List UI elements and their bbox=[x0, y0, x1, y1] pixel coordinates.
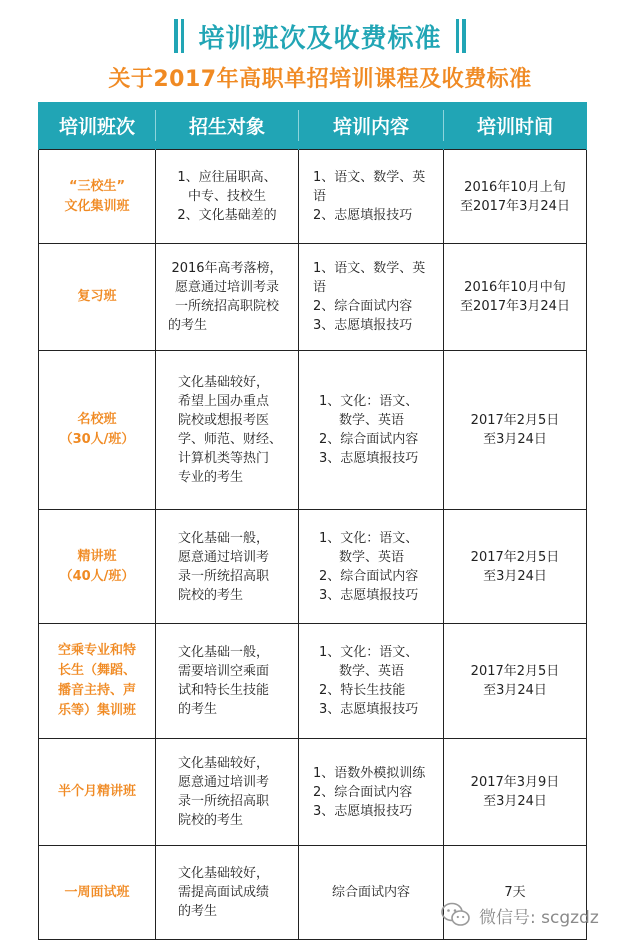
target-line: 2016年高考落榜， bbox=[171, 261, 283, 276]
target-line: 文化基础一般， bbox=[178, 645, 270, 660]
content-cell bbox=[299, 244, 444, 351]
wechat-watermark bbox=[441, 900, 599, 930]
wechat-icon bbox=[441, 902, 471, 928]
title-block bbox=[0, 12, 640, 60]
watermark-text: 微信号: scgzdz bbox=[479, 907, 599, 928]
target-line: 文化基础较好， bbox=[178, 756, 270, 771]
content-cell bbox=[299, 150, 444, 244]
content-line: 2、综合面试内容 bbox=[313, 299, 413, 314]
class-name-line: 半个月精讲班 bbox=[57, 784, 136, 799]
content-line: 2、综合面试内容 bbox=[319, 568, 419, 584]
content-line: 3、志愿填报技巧 bbox=[313, 803, 413, 819]
target-line: 的考生 bbox=[178, 702, 218, 717]
title-left-bar-inner bbox=[181, 19, 184, 53]
content-cell bbox=[299, 351, 444, 510]
time-line: 2016年10月上旬 bbox=[464, 179, 566, 195]
target-line: 专业的考生 bbox=[178, 470, 244, 485]
target-line: 试和特长生技能 bbox=[178, 683, 270, 698]
target-line: 的考生 bbox=[178, 904, 218, 919]
class-name-cell bbox=[39, 150, 156, 244]
class-name-line: “三校生” bbox=[68, 178, 126, 194]
header-label: 培训班次 bbox=[58, 116, 135, 138]
class-name-line: （30人/班） bbox=[59, 432, 135, 447]
content-cell bbox=[299, 624, 444, 739]
content-cell bbox=[299, 510, 444, 624]
table-row bbox=[39, 244, 587, 351]
time-cell bbox=[444, 351, 587, 510]
target-line: 院校的考生 bbox=[178, 813, 244, 828]
header-target bbox=[156, 102, 299, 150]
time-line: 至3月24日 bbox=[483, 568, 547, 584]
class-name-cell bbox=[39, 351, 156, 510]
header-content bbox=[299, 102, 444, 150]
target-line: 1、应往届职高、 bbox=[177, 170, 277, 185]
time-line: 至2017年3月24日 bbox=[460, 299, 570, 314]
target-line: 院校或想报考医 bbox=[178, 413, 270, 428]
target-line: 计算机类等热门 bbox=[178, 451, 270, 466]
table-row bbox=[39, 510, 587, 624]
title-right-bar-outer bbox=[462, 19, 466, 53]
target-line: 的考生 bbox=[168, 318, 208, 333]
target-line: 文化基础较好， bbox=[178, 375, 270, 390]
content-line: 1、文化：语文、 bbox=[319, 530, 419, 546]
content-cell bbox=[299, 846, 444, 940]
time-line: 2017年2月5日 bbox=[470, 549, 560, 565]
title-left-bar-outer bbox=[174, 19, 178, 53]
content-line: 2、综合面试内容 bbox=[319, 432, 419, 447]
target-line: 中专、技校生 bbox=[187, 189, 266, 204]
time-line: 至3月24日 bbox=[483, 432, 547, 447]
time-line: 7天 bbox=[504, 885, 526, 900]
content-line: 3、志愿填报技巧 bbox=[319, 451, 419, 466]
table-row bbox=[39, 739, 587, 846]
content-line: 2、志愿填报技巧 bbox=[313, 208, 413, 223]
class-name-cell bbox=[39, 739, 156, 846]
table-header-row bbox=[39, 102, 587, 150]
class-name-line: 一周面试班 bbox=[64, 884, 130, 900]
time-line: 至2017年3月24日 bbox=[460, 198, 570, 214]
target-line: 愿意通过培训考 bbox=[178, 775, 270, 790]
time-cell bbox=[444, 624, 587, 739]
time-line: 2017年2月5日 bbox=[470, 664, 560, 679]
time-line: 至3月24日 bbox=[483, 683, 547, 698]
header-label: 培训时间 bbox=[476, 116, 553, 138]
header-time bbox=[444, 102, 587, 150]
target-line: 一所统招高职院校 bbox=[174, 299, 279, 314]
time-line: 2016年10月中旬 bbox=[464, 280, 566, 295]
target-cell bbox=[156, 244, 299, 351]
class-name-cell bbox=[39, 510, 156, 624]
target-line: 录一所统招高职 bbox=[178, 568, 270, 584]
page-title: 培训班次及收费标准 bbox=[198, 23, 442, 54]
content-line: 2、特长生技能 bbox=[319, 683, 406, 698]
target-cell bbox=[156, 150, 299, 244]
class-name-line: 空乘专业和特 bbox=[57, 643, 136, 658]
class-name-line: 精讲班 bbox=[77, 548, 117, 564]
fee-table bbox=[38, 102, 587, 940]
content-line: 数学、英语 bbox=[339, 413, 405, 428]
fee-table-wrapper bbox=[38, 102, 586, 940]
class-name-line: 文化集训班 bbox=[64, 198, 130, 214]
content-line: 数学、英语 bbox=[339, 664, 405, 679]
target-line: 文化基础较好， bbox=[178, 866, 270, 881]
class-name-cell bbox=[39, 624, 156, 739]
time-line: 2017年3月9日 bbox=[470, 775, 560, 790]
header-label: 招生对象 bbox=[188, 116, 265, 138]
target-cell bbox=[156, 846, 299, 940]
content-line: 1、文化：语文、 bbox=[319, 645, 419, 660]
time-cell bbox=[444, 739, 587, 846]
time-cell bbox=[444, 150, 587, 244]
class-name-cell bbox=[39, 846, 156, 940]
class-name-cell bbox=[39, 244, 156, 351]
content-line: 3、志愿填报技巧 bbox=[319, 702, 419, 717]
class-name-line: 长生（舞蹈、 bbox=[57, 663, 136, 678]
target-cell bbox=[156, 510, 299, 624]
target-line: 需要培训空乘面 bbox=[178, 664, 270, 679]
target-cell bbox=[156, 624, 299, 739]
class-name-line: 名校班 bbox=[77, 412, 117, 427]
target-line: 希望上国办重点 bbox=[178, 394, 270, 409]
content-line: 1、文化：语文、 bbox=[319, 394, 419, 409]
content-line: 1、语数外模拟训练 bbox=[313, 765, 426, 781]
content-line: 3、志愿填报技巧 bbox=[319, 587, 419, 603]
target-cell bbox=[156, 739, 299, 846]
class-name-line: 复习班 bbox=[77, 289, 117, 304]
target-line: 文化基础一般， bbox=[178, 530, 270, 546]
target-line: 需提高面试成绩 bbox=[178, 885, 270, 900]
target-line: 愿意通过培训考 bbox=[178, 549, 270, 565]
header-label: 培训内容 bbox=[332, 116, 409, 138]
time-cell bbox=[444, 510, 587, 624]
target-cell bbox=[156, 351, 299, 510]
content-cell bbox=[299, 739, 444, 846]
content-line: 数学、英语 bbox=[339, 549, 405, 565]
target-line: 愿意通过培训考录 bbox=[174, 280, 279, 295]
table-row bbox=[39, 624, 587, 739]
header-class-type bbox=[39, 102, 156, 150]
target-line: 院校的考生 bbox=[178, 587, 244, 603]
table-row bbox=[39, 150, 587, 244]
title-right-bar-inner bbox=[456, 19, 459, 53]
time-line: 至3月24日 bbox=[483, 794, 547, 809]
target-line: 学、师范、财经、 bbox=[178, 432, 283, 447]
class-name-line: （40人/班） bbox=[59, 568, 135, 584]
target-line: 2、文化基础差的 bbox=[177, 208, 277, 223]
content-line: 综合面试内容 bbox=[331, 885, 410, 900]
content-line: 1、语文、数学、英语 bbox=[313, 170, 426, 204]
table-row bbox=[39, 351, 587, 510]
page-subtitle: 关于2017年高职单招培训课程及收费标准 bbox=[108, 67, 532, 92]
class-name-line: 乐等）集训班 bbox=[57, 703, 136, 718]
time-line: 2017年2月5日 bbox=[470, 413, 560, 428]
content-line: 2、综合面试内容 bbox=[313, 784, 413, 800]
content-line: 1、语文、数学、英语 bbox=[313, 261, 426, 295]
time-cell bbox=[444, 244, 587, 351]
target-line: 录一所统招高职 bbox=[178, 794, 270, 809]
content-line: 3、志愿填报技巧 bbox=[313, 318, 413, 333]
class-name-line: 播音主持、声 bbox=[57, 683, 136, 698]
